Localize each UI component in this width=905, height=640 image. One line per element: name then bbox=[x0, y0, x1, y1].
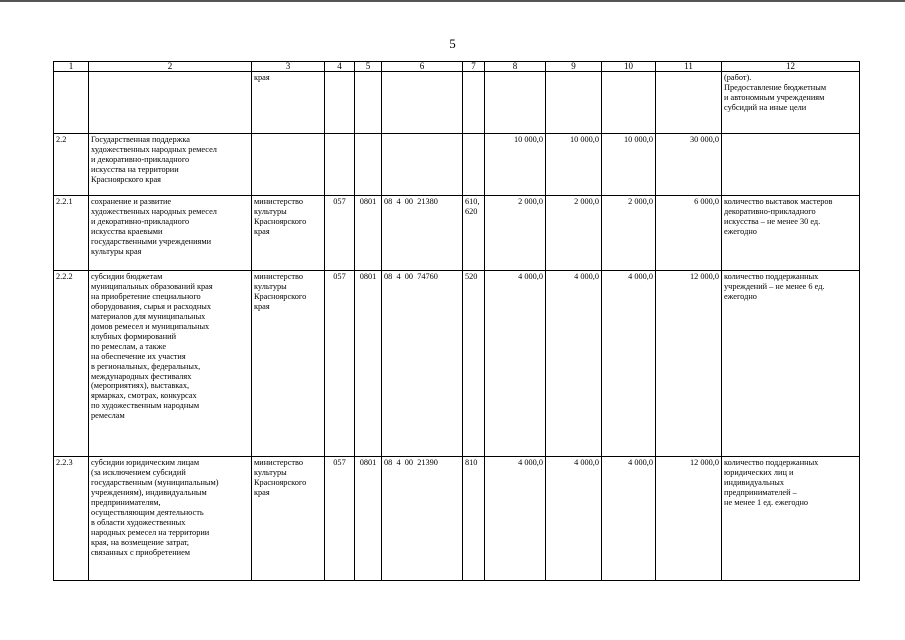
header-cell: 11 bbox=[656, 62, 722, 72]
budget-table bbox=[53, 61, 860, 581]
vr-code bbox=[463, 72, 485, 134]
csr-code bbox=[382, 72, 463, 134]
executor: министерство культуры Красноярского края bbox=[252, 196, 325, 271]
amount-year2: 4 000,0 bbox=[546, 457, 602, 581]
item-name bbox=[89, 72, 252, 134]
item-number: 2.2.2 bbox=[54, 271, 89, 457]
table-row bbox=[54, 196, 860, 271]
header-cell: 2 bbox=[89, 62, 252, 72]
amount-year1: 2 000,0 bbox=[485, 196, 546, 271]
vr-code bbox=[463, 134, 485, 196]
header-cell: 12 bbox=[722, 62, 860, 72]
executor: министерство культуры Красноярского края bbox=[252, 457, 325, 581]
executor bbox=[252, 134, 325, 196]
amount-year2 bbox=[546, 72, 602, 134]
amount-total bbox=[656, 72, 722, 134]
page-number: 5 bbox=[449, 36, 456, 51]
item-name: субсидии юридическим лицам (за исключением субсидий государственным (муниципальным) учреждениям), индивидуальным предпринимателям, осуществляющим деятельность в области художественных народных ремесел на территории края, на возмещение затрат, связанных с приобретением bbox=[89, 457, 252, 581]
vr-code: 520 bbox=[463, 271, 485, 457]
rzpr-code bbox=[355, 72, 382, 134]
csr-code bbox=[382, 134, 463, 196]
header-cell: 7 bbox=[463, 62, 485, 72]
header-row bbox=[54, 62, 860, 72]
item-name: Государственная поддержка художественных народных ремесел и декоративно-прикладного искусства на территории Красноярского края bbox=[89, 134, 252, 196]
rzpr-code bbox=[355, 134, 382, 196]
item-name: субсидии бюджетам муниципальных образований края на приобретение специального оборудования, сырья и расходных материалов для муниципальных домов ремесел и муниципальных клубных формирований по ремеслам, а также на обеспечение их участия в региональных, федеральных, международных фестивалях (мероприятиях), выставках, ярмарках, смотрах, конкурсах по художественным народным ремеслам bbox=[89, 271, 252, 457]
amount-total: 6 000,0 bbox=[656, 196, 722, 271]
amount-year2: 4 000,0 bbox=[546, 271, 602, 457]
table-row bbox=[54, 134, 860, 196]
amount-total: 30 000,0 bbox=[656, 134, 722, 196]
rzpr-code: 0801 bbox=[355, 271, 382, 457]
table-row bbox=[54, 271, 860, 457]
grbs-code: 057 bbox=[325, 271, 355, 457]
header-cell: 5 bbox=[355, 62, 382, 72]
vr-code: 810 bbox=[463, 457, 485, 581]
grbs-code: 057 bbox=[325, 457, 355, 581]
expected-result bbox=[722, 134, 860, 196]
amount-year1 bbox=[485, 72, 546, 134]
header-cell: 4 bbox=[325, 62, 355, 72]
rzpr-code: 0801 bbox=[355, 196, 382, 271]
amount-year2: 2 000,0 bbox=[546, 196, 602, 271]
amount-total: 12 000,0 bbox=[656, 457, 722, 581]
grbs-code bbox=[325, 134, 355, 196]
item-number: 2.2.3 bbox=[54, 457, 89, 581]
top-rule bbox=[0, 0, 905, 2]
header-cell: 10 bbox=[602, 62, 656, 72]
table-row bbox=[54, 457, 860, 581]
amount-year1: 4 000,0 bbox=[485, 271, 546, 457]
expected-result: количество поддержанных юридических лиц и индивидуальных предпринимателей – не менее 1 ед. ежегодно bbox=[722, 457, 860, 581]
item-number: 2.2.1 bbox=[54, 196, 89, 271]
expected-result: количество поддержанных учреждений – не менее 6 ед. ежегодно bbox=[722, 271, 860, 457]
executor: края bbox=[252, 72, 325, 134]
amount-year1: 10 000,0 bbox=[485, 134, 546, 196]
csr-code: 08 4 00 74760 bbox=[382, 271, 463, 457]
amount-year3: 4 000,0 bbox=[602, 457, 656, 581]
amount-year3: 4 000,0 bbox=[602, 271, 656, 457]
header-cell: 9 bbox=[546, 62, 602, 72]
executor: министерство культуры Красноярского края bbox=[252, 271, 325, 457]
csr-code: 08 4 00 21390 bbox=[382, 457, 463, 581]
header-cell: 6 bbox=[382, 62, 463, 72]
rzpr-code: 0801 bbox=[355, 457, 382, 581]
header-cell: 1 bbox=[54, 62, 89, 72]
amount-year2: 10 000,0 bbox=[546, 134, 602, 196]
amount-year3: 10 000,0 bbox=[602, 134, 656, 196]
amount-year3: 2 000,0 bbox=[602, 196, 656, 271]
item-name: сохранение и развитие художественных народных ремесел и декоративно-прикладного искусства краевыми государственными учреждениями культуры края bbox=[89, 196, 252, 271]
item-number: 2.2 bbox=[54, 134, 89, 196]
header-cell: 8 bbox=[485, 62, 546, 72]
expected-result: (работ). Предоставление бюджетным и автономным учреждениям субсидий на иные цели bbox=[722, 72, 860, 134]
csr-code: 08 4 00 21380 bbox=[382, 196, 463, 271]
table-row bbox=[54, 72, 860, 134]
item-number bbox=[54, 72, 89, 134]
amount-total: 12 000,0 bbox=[656, 271, 722, 457]
grbs-code: 057 bbox=[325, 196, 355, 271]
header-cell: 3 bbox=[252, 62, 325, 72]
amount-year3 bbox=[602, 72, 656, 134]
amount-year1: 4 000,0 bbox=[485, 457, 546, 581]
grbs-code bbox=[325, 72, 355, 134]
expected-result: количество выставок мастеров декоративно-прикладного искусства – не менее 30 ед. ежегодно bbox=[722, 196, 860, 271]
vr-code: 610, 620 bbox=[463, 196, 485, 271]
